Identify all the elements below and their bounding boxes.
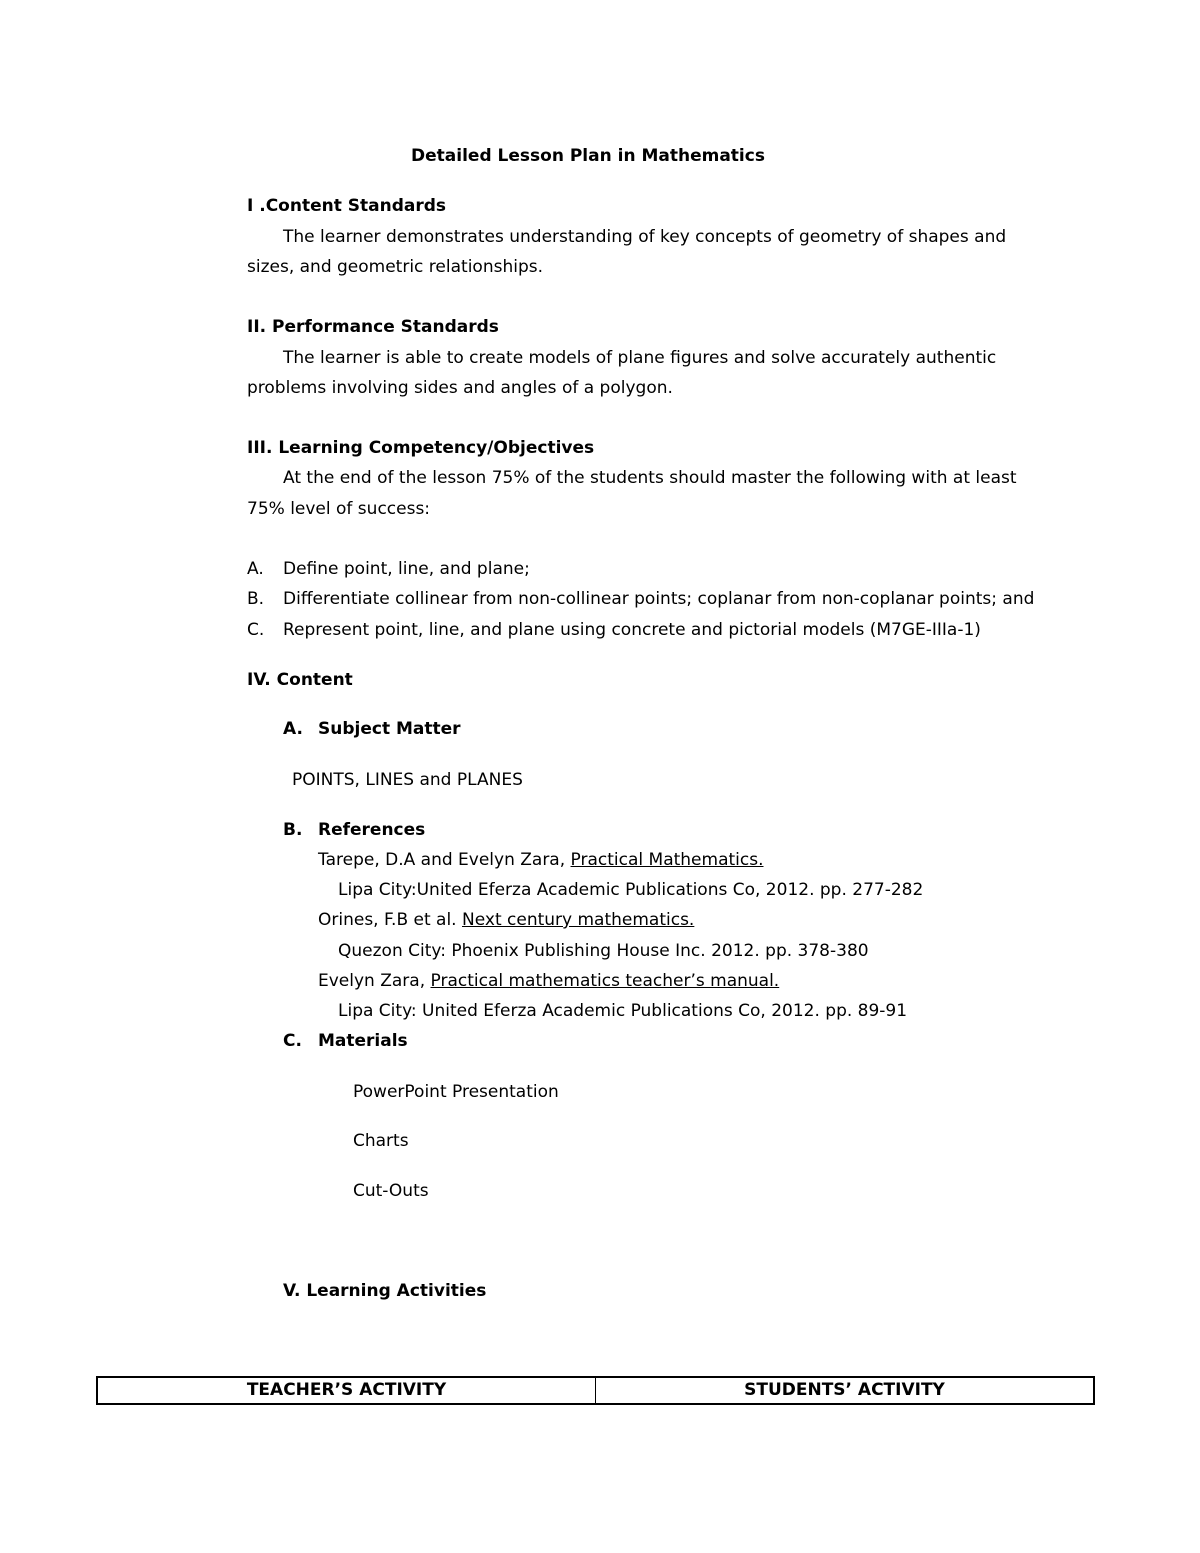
materials-marker: C. xyxy=(283,1031,302,1051)
reference-authors: Orines, F.B et al. xyxy=(318,910,462,930)
content-standards-text-line1: The learner demonstrates understanding of key concepts of geometry of shapes and xyxy=(283,227,1007,247)
learning-activities-heading: V. Learning Activities xyxy=(283,1281,487,1301)
students-activity-header: STUDENTS’ ACTIVITY xyxy=(595,1378,1093,1403)
performance-standards-text-line1: The learner is able to create models of plane figures and solve accurately authentic xyxy=(283,348,997,368)
objective-marker-b: B. xyxy=(247,589,265,609)
reference-book-title: Next century mathematics. xyxy=(462,910,695,930)
materials-item: PowerPoint Presentation xyxy=(353,1082,559,1102)
reference-book-title: Practical Mathematics. xyxy=(570,850,764,870)
reference-authors: Evelyn Zara, xyxy=(318,971,431,991)
materials-item: Charts xyxy=(353,1131,409,1151)
teacher-activity-header: TEACHER’S ACTIVITY xyxy=(246,1380,447,1400)
reference-item xyxy=(318,909,694,931)
objective-item-c: Represent point, line, and plane using concrete and pictorial models (M7GE-IIIa-1) xyxy=(283,620,981,640)
materials-item: Cut-Outs xyxy=(353,1181,429,1201)
objective-marker-a: A. xyxy=(247,559,264,579)
content-heading: IV. Content xyxy=(247,670,353,690)
reference-publisher: Lipa City: United Eferza Academic Publications Co, 2012. pp. 89-91 xyxy=(338,1001,908,1021)
performance-standards-text-line2: problems involving sides and angles of a polygon. xyxy=(247,378,673,398)
learning-competency-text-line1: At the end of the lesson 75% of the students should master the following with at least xyxy=(283,468,1017,488)
learning-competency-heading: III. Learning Competency/Objectives xyxy=(247,438,595,458)
reference-item xyxy=(318,970,779,992)
content-standards-text-line2: sizes, and geometric relationships. xyxy=(247,257,543,277)
content-standards-heading: I .Content Standards xyxy=(247,196,447,216)
objective-item-b: Differentiate collinear from non-collinear points; coplanar from non-coplanar points; and xyxy=(283,589,1035,609)
subject-matter-text: POINTS, LINES and PLANES xyxy=(292,770,523,790)
reference-book-title: Practical mathematics teacher’s manual. xyxy=(430,971,780,991)
activity-table xyxy=(96,1376,1095,1405)
references-marker: B. xyxy=(283,820,303,840)
reference-publisher: Quezon City: Phoenix Publishing House Inc. 2012. pp. 378-380 xyxy=(338,941,869,961)
learning-competency-text-line2: 75% level of success: xyxy=(247,499,431,519)
objective-item-a: Define point, line, and plane; xyxy=(283,559,530,579)
subject-matter-heading: Subject Matter xyxy=(318,719,461,739)
document-title: Detailed Lesson Plan in Mathematics xyxy=(411,146,765,166)
reference-publisher: Lipa City:United Eferza Academic Publications Co, 2012. pp. 277-282 xyxy=(338,880,924,900)
reference-item xyxy=(318,849,764,871)
references-heading: References xyxy=(318,820,426,840)
materials-heading: Materials xyxy=(318,1031,408,1051)
subject-matter-marker: A. xyxy=(283,719,303,739)
performance-standards-heading: II. Performance Standards xyxy=(247,317,499,337)
objective-marker-c: C. xyxy=(247,620,265,640)
reference-authors: Tarepe, D.A and Evelyn Zara, xyxy=(318,850,571,870)
